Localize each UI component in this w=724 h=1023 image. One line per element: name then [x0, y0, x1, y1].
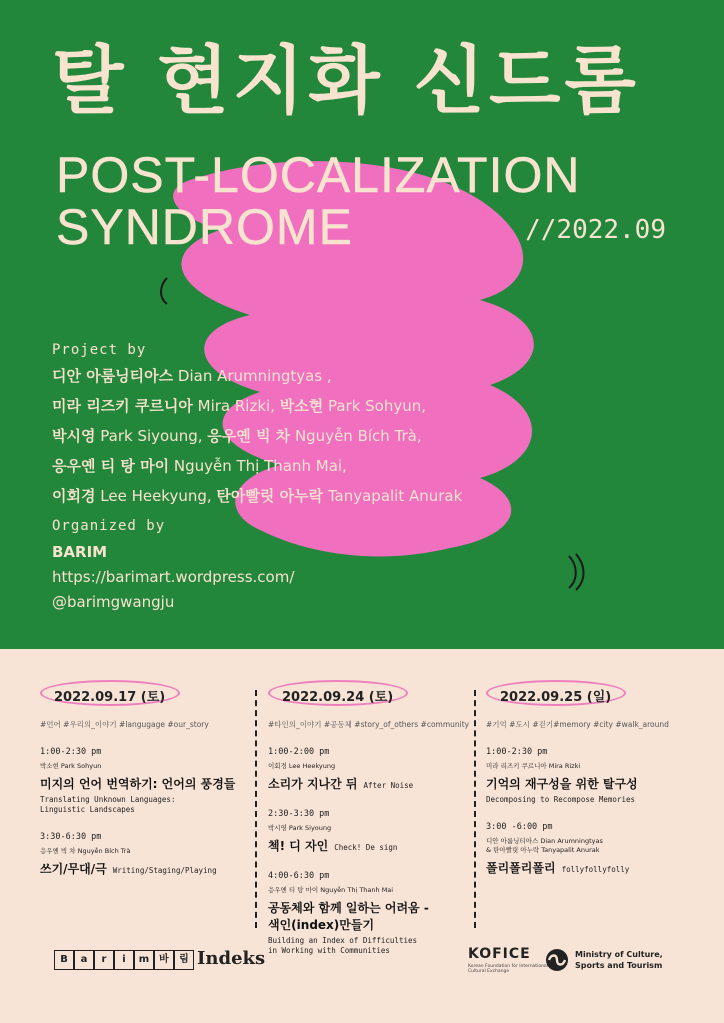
credit-line — [52, 421, 692, 451]
barim-logo-letter: m — [134, 950, 154, 970]
credit-line — [52, 481, 692, 511]
credit-name-korean: 미라 리즈키 쿠르니아 — [52, 397, 193, 415]
event-time: 2:30-3:30 pm — [268, 809, 330, 819]
session-date: 2022.09.25 (일) — [500, 690, 612, 705]
event-artist: 응우옌 빅 차 Nguyễn Bích Trà — [40, 847, 131, 855]
credit-name-korean: 응우옌 티 탕 마이 — [52, 457, 170, 475]
session-tags: #언어 #우리의_이야기 #langugage #our_story — [40, 720, 209, 729]
organizer-handle[interactable]: @barimgwangju — [52, 593, 175, 611]
paren-mark — [157, 276, 171, 306]
event-artist: 이회경 Lee Heekyung — [268, 762, 336, 770]
credit-name-english: Dian Arumningtyas , — [173, 367, 332, 385]
event-item — [486, 747, 698, 805]
credit-name-english: Mira Rizki, — [192, 397, 280, 415]
barim-logo-letter: a — [74, 950, 94, 970]
logo-bar — [0, 940, 724, 980]
date-header — [40, 649, 252, 705]
credit-name-english: Nguyễn Thị Thanh Mai, — [169, 457, 347, 475]
organized-by-label: Organized by — [52, 518, 166, 534]
barim-logo — [54, 950, 194, 970]
event-title-english: Building an Index of Difficulties in Working with Communities — [268, 936, 418, 955]
title-korean: 탈 현지화 신드롬 — [52, 38, 640, 124]
event-title-english: After Noise — [363, 781, 414, 790]
ministry-emblem-icon — [545, 948, 569, 972]
event-item — [40, 832, 252, 877]
event-time: 3:00 -6:00 pm — [486, 822, 553, 832]
event-item — [40, 747, 252, 815]
event-title-korean: 미지의 언어 번역하기: 언어의 풍경들 — [40, 777, 236, 791]
credit-name-korean: 이회경 — [52, 487, 96, 505]
event-title-korean: 기억의 재구성을 위한 탈구성 — [486, 777, 638, 791]
organizer-url[interactable]: https://barimart.wordpress.com/ — [52, 568, 295, 586]
ministry-logo-text: Ministry of Culture, Sports and Tourism — [575, 950, 663, 970]
organizer-name: BARIM — [52, 543, 108, 561]
event-artist: 박소현 Park Sohyun — [40, 762, 102, 770]
credit-line — [52, 361, 692, 391]
credit-line — [52, 391, 692, 421]
event-title-korean: 첵! 디 자인 Check! De sign — [268, 839, 398, 853]
event-title-english: Translating Unknown Languages: Linguistic Landscapes — [40, 795, 176, 814]
credit-name-korean: 디안 아룸닝티아스 — [52, 367, 174, 385]
event-time: 1:00-2:30 pm — [40, 747, 102, 757]
event-item — [268, 747, 480, 792]
event-time: 3:30-6:30 pm — [40, 832, 102, 842]
session-tags: #타인의_이야기 #공동체 #story_of_others #community — [268, 720, 470, 729]
credit-name-korean: 응우옌 빅 차 — [207, 427, 291, 445]
barim-logo-letter: r — [94, 950, 114, 970]
event-time: 1:00-2:30 pm — [486, 747, 548, 757]
date-header — [268, 649, 480, 705]
credit-name-english: Park Siyoung, — [95, 427, 208, 445]
session-date: 2022.09.17 (토) — [54, 690, 166, 705]
event-title-korean: 쓰기/무대/극 Writing/Staging/Playing — [40, 862, 217, 876]
event-time: 4:00-6:30 pm — [268, 871, 330, 881]
double-paren-mark — [566, 552, 588, 592]
event-title-english: follyfollyfolly — [561, 865, 630, 874]
event-title-korean: 소리가 지나간 뒤 After Noise — [268, 777, 414, 791]
event-title-english: Writing/Staging/Playing — [112, 866, 217, 875]
date-header — [486, 649, 698, 705]
event-title-korean: 폴리폴리폴리 follyfollyfolly — [486, 861, 630, 875]
title-date: //2022.09 — [525, 215, 666, 245]
event-title-english: Decomposing to Recompose Memories — [486, 795, 636, 804]
event-time: 1:00-2:00 pm — [268, 747, 330, 757]
barim-logo-letter: B — [54, 950, 74, 970]
kofice-logo: KOFICE — [468, 946, 531, 962]
barim-logo-letter: 바 — [154, 950, 174, 970]
event-artist: 미라 리즈키 쿠르니아 Mira Rizki — [486, 762, 581, 770]
barim-logo-letter: 림 — [174, 950, 194, 970]
project-credits — [52, 361, 692, 511]
kofice-subtitle: Korean Foundation for International Cultural Exchange — [468, 964, 548, 974]
organizer-block — [52, 540, 294, 615]
session-date: 2022.09.24 (토) — [282, 690, 394, 705]
credit-name-english: Tanyapalit Anurak — [323, 487, 463, 505]
credit-name-korean: 박시영 — [52, 427, 96, 445]
event-title-korean: 공동체와 함께 일하는 어려움 - 색인(index)만들기 — [268, 901, 429, 932]
event-item — [268, 809, 480, 854]
title-english-line1: POST-LOCALIZATION — [56, 147, 581, 203]
credit-name-english: Nguyễn Bích Trà, — [290, 427, 422, 445]
project-by-label: Project by — [52, 342, 147, 358]
schedule-column — [268, 649, 480, 956]
credit-name-korean: 탄아빨릿 아누락 — [216, 487, 324, 505]
title-english-line2: SYNDROME — [56, 199, 353, 255]
event-artist: 디안 아룸닝티아스 Dian Arumningtyas & 탄아빨릿 아누락 Tanyapalit Anurak — [486, 837, 603, 854]
session-tags: #기억 #도시 #걷기#memory #city #walk_around — [486, 720, 669, 729]
schedule-column — [40, 649, 252, 877]
schedule-column — [486, 649, 698, 876]
credit-line — [52, 451, 692, 481]
event-artist: 박시영 Park Siyoung — [268, 824, 332, 832]
indeks-logo: Indeks — [197, 948, 266, 969]
event-item — [486, 822, 698, 876]
credit-name-english: Park Sohyun, — [323, 397, 427, 415]
event-artist: 응우옌 티 탕 마이 Nguyễn Thị Thanh Mai — [268, 886, 394, 894]
barim-logo-letter: i — [114, 950, 134, 970]
credit-name-english: Lee Heekyung, — [95, 487, 217, 505]
event-title-english: Check! De sign — [334, 843, 398, 852]
credit-name-korean: 박소현 — [279, 397, 324, 415]
